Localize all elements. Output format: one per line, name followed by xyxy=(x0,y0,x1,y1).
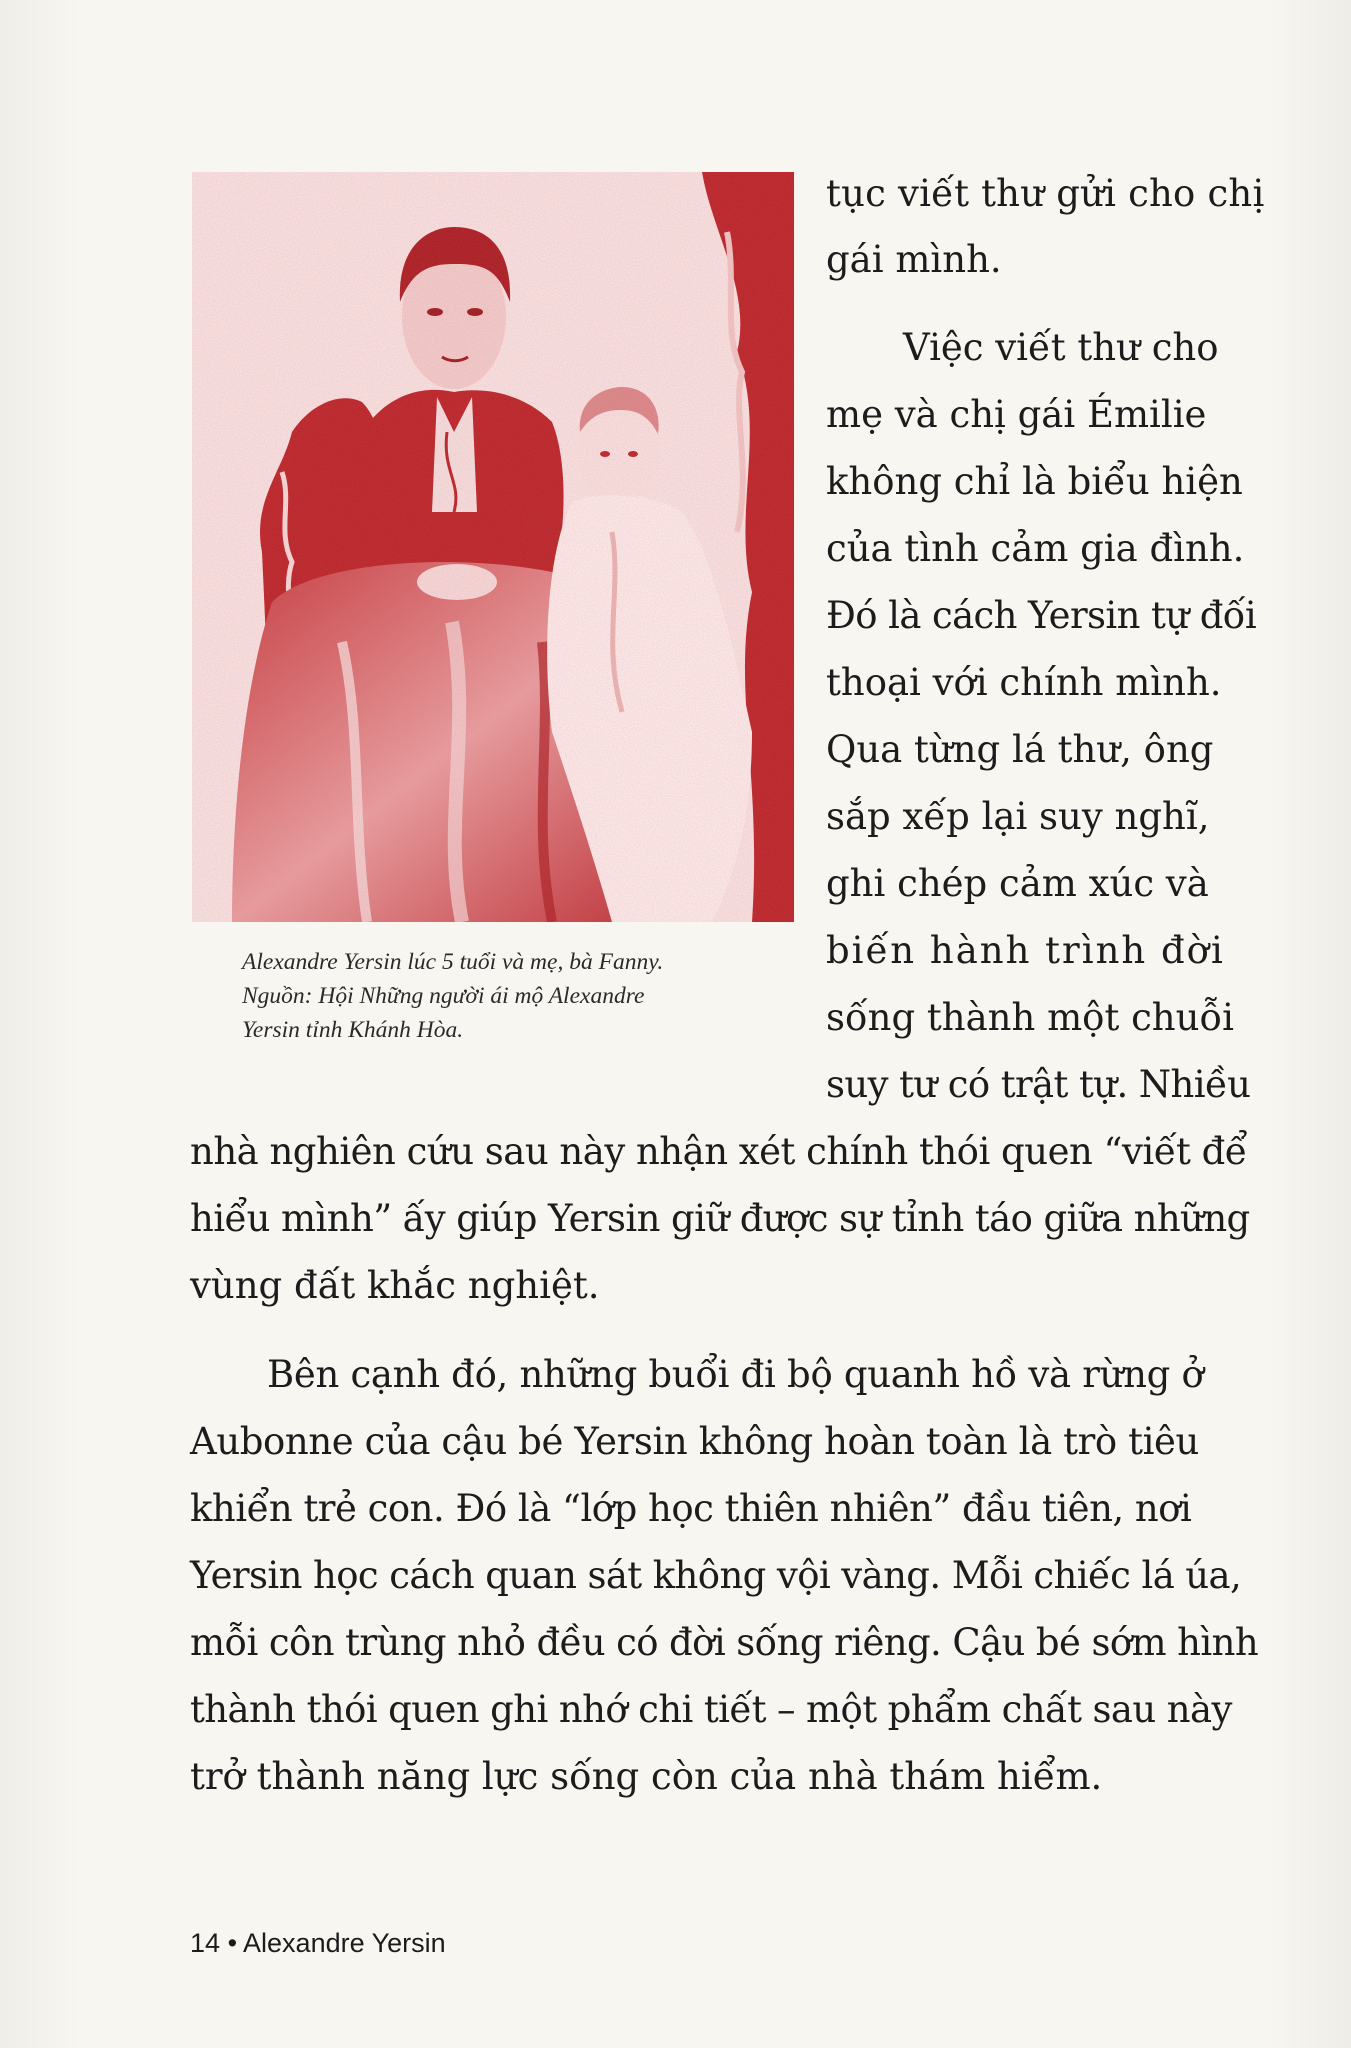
running-title: Alexandre Yersin xyxy=(243,1928,446,1958)
body-line: mẹ và chị gái Émilie xyxy=(826,393,1207,436)
body-line: vùng đất khắc nghiệt. xyxy=(190,1264,600,1307)
body-line: sắp xếp lại suy nghĩ, xyxy=(826,795,1210,838)
caption-line: Nguồn: Hội Những người ái mộ Alexandre xyxy=(242,983,645,1009)
body-line: biến hành trình đời xyxy=(826,929,1225,972)
body-line: ghi chép cảm xúc và xyxy=(826,862,1209,905)
body-line: hiểu mình” ấy giúp Yersin giữ được sự tỉnh táo giữa những xyxy=(190,1197,1250,1240)
body-line: suy tư có trật tự. Nhiều xyxy=(826,1063,1251,1106)
body-line: khiển trẻ con. Đó là “lớp học thiên nhiên” đầu tiên, nơi xyxy=(190,1487,1192,1530)
body-line: gái mình. xyxy=(826,238,1002,281)
body-line: Yersin học cách quan sát không vội vàng. Mỗi chiếc lá úa, xyxy=(190,1554,1242,1597)
mother-and-child-image xyxy=(192,172,794,922)
caption-line: Yersin tỉnh Khánh Hòa. xyxy=(242,1017,464,1043)
portrait-photo xyxy=(192,172,794,922)
body-line: Đó là cách Yersin tự đối xyxy=(826,594,1257,637)
body-line: trở thành năng lực sống còn của nhà thám hiểm. xyxy=(190,1755,1103,1798)
body-line: của tình cảm gia đình. xyxy=(826,527,1245,570)
body-line: sống thành một chuỗi xyxy=(826,996,1234,1039)
body-line: mỗi côn trùng nhỏ đều có đời sống riêng. Cậu bé sớm hình xyxy=(190,1621,1259,1664)
body-line: không chỉ là biểu hiện xyxy=(826,460,1243,503)
page-number: 14 xyxy=(190,1928,221,1958)
body-line: thoại với chính mình. xyxy=(826,661,1222,704)
body-line: Aubonne của cậu bé Yersin không hoàn toàn là trò tiêu xyxy=(190,1420,1199,1463)
caption-line: Alexandre Yersin lúc 5 tuổi và mẹ, bà Fanny. xyxy=(242,949,664,975)
body-line: thành thói quen ghi nhớ chi tiết – một phẩm chất sau này xyxy=(190,1688,1232,1731)
body-line: nhà nghiên cứu sau này nhận xét chính thói quen “viết để xyxy=(190,1130,1248,1173)
body-line: Bên cạnh đó, những buổi đi bộ quanh hồ và rừng ở xyxy=(267,1353,1204,1396)
body-line: tục viết thư gửi cho chị xyxy=(826,172,1265,215)
photo-caption xyxy=(242,945,762,1047)
body-line: Việc viết thư cho xyxy=(903,326,1219,369)
body-line: Qua từng lá thư, ông xyxy=(826,728,1214,771)
page-footer xyxy=(190,1928,446,1959)
footer-bullet: • xyxy=(227,1928,238,1958)
